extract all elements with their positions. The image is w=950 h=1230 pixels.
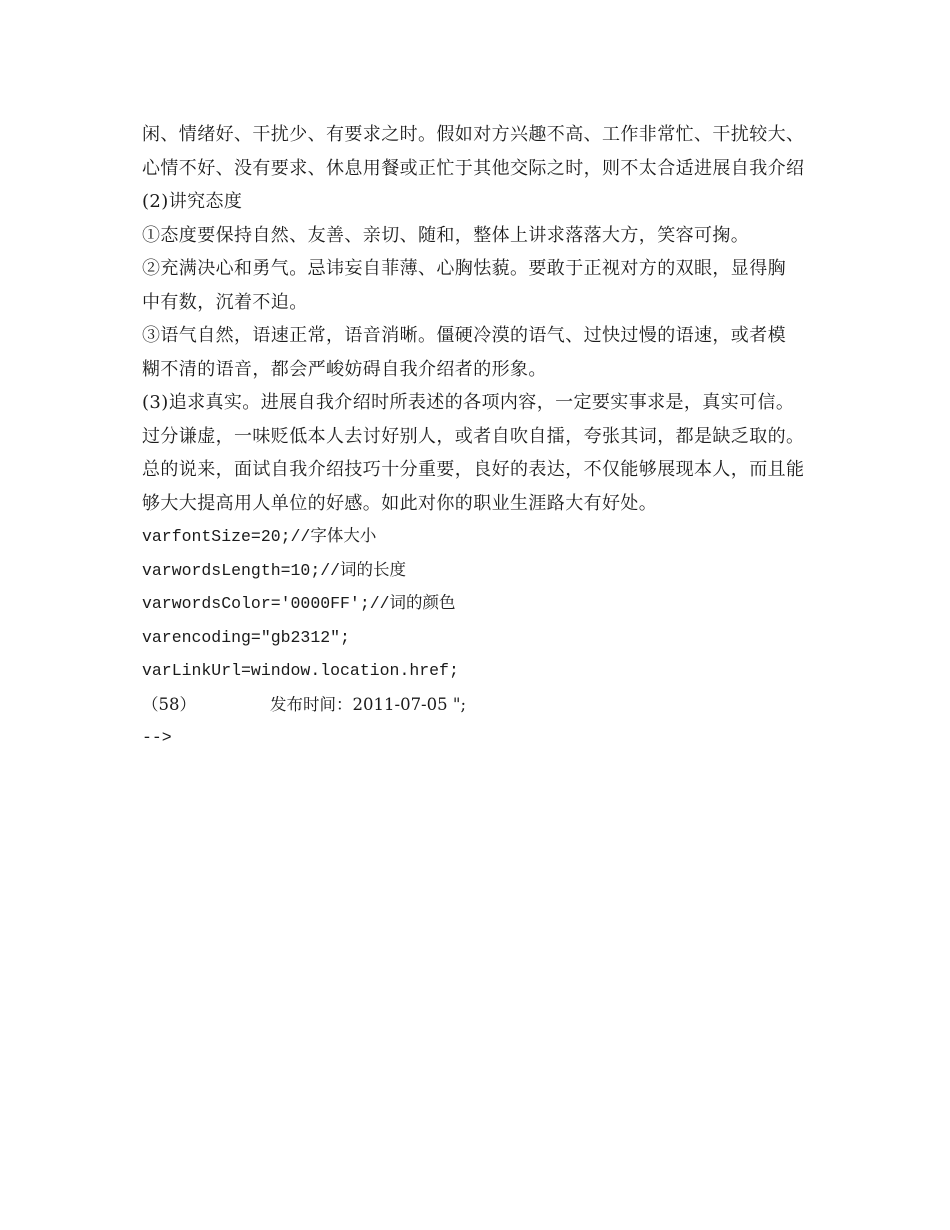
section-heading: (2)讲究态度 xyxy=(142,191,243,212)
paragraph-line: 中有数，沉着不迫。 xyxy=(142,291,308,313)
paragraph-line: 糊不清的语音，都会严峻妨碍自我介绍者的形象。 xyxy=(142,358,547,380)
comment-end: --> xyxy=(142,728,172,747)
paragraph-line: (3)追求真实。进展自我介绍时所表述的各项内容，一定要实事求是，真实可信。 xyxy=(142,392,795,413)
code-line: varwordsColor='0000FF';//词的颜色 xyxy=(142,594,456,613)
paragraph-line: 够大大提高用人单位的好感。如此对你的职业生涯路大有好处。 xyxy=(142,492,658,514)
paragraph-line: ②充满决心和勇气。忌讳妄自菲薄、心胸怯藐。要敢于正视对方的双眼，显得胸 xyxy=(142,258,786,279)
code-line: varLinkUrl=window.location.href; xyxy=(142,661,459,680)
code-line: varfontSize=20;//字体大小 xyxy=(142,527,377,546)
view-count: （58） xyxy=(142,694,196,714)
code-line: varencoding="gb2312"; xyxy=(142,627,350,647)
document-body xyxy=(142,118,822,755)
paragraph-line: 过分谦虚，一味贬低本人去讨好别人，或者自吹自擂，夸张其词，都是缺乏取的。 xyxy=(142,425,805,447)
paragraph-line: ①态度要保持自然、友善、亲切、随和，整体上讲求落落大方，笑容可掬。 xyxy=(142,224,750,246)
paragraph-line: 心情不好、没有要求、休息用餐或正忙于其他交际之时，则不太合适进展自我介绍 xyxy=(142,157,805,179)
paragraph-line: ③语气自然，语速正常，语音消晰。僵硬冷漠的语气、过快过慢的语速，或者模 xyxy=(142,325,786,346)
paragraph-line: 闲、情绪好、干扰少、有要求之时。假如对方兴趣不高、工作非常忙、干扰较大、 xyxy=(142,124,805,145)
publish-line xyxy=(142,688,822,722)
publish-date: 发布时间：2011-07-05 "; xyxy=(270,694,467,714)
code-line: varwordsLength=10;//词的长度 xyxy=(142,560,407,580)
paragraph-line: 总的说来，面试自我介绍技巧十分重要，良好的表达，不仅能够展现本人，而且能 xyxy=(142,459,805,480)
